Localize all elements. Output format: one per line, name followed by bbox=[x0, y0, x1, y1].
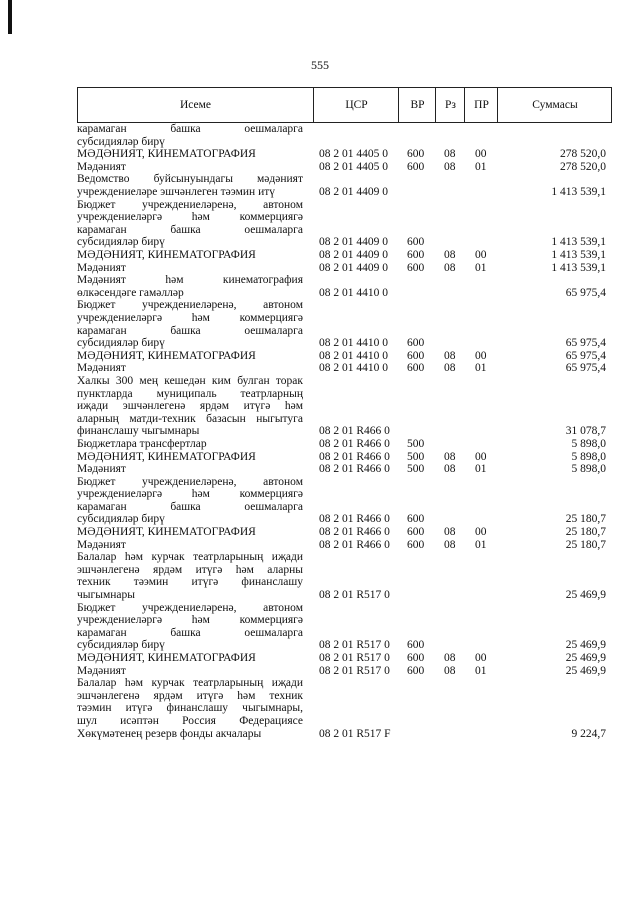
row-name bbox=[77, 148, 303, 161]
row-name-line: учреждениеләре эшчәнлеген тәэмин итү bbox=[77, 185, 276, 198]
row-sum: 1 413 539,1 bbox=[551, 236, 606, 249]
row-name-line: субсидияләр бирү bbox=[77, 236, 165, 249]
row-sum: 25 469,9 bbox=[565, 639, 606, 652]
row-name-line: Мәдәният bbox=[77, 463, 126, 476]
row-csr: 08 2 01 R517 0 bbox=[319, 639, 390, 652]
row-vr: 600 bbox=[407, 148, 425, 161]
row-csr: 08 2 01 4409 0 bbox=[319, 236, 388, 249]
row-sum: 25 180,7 bbox=[565, 538, 606, 551]
row-sum: 1 413 539,1 bbox=[551, 248, 606, 261]
row-vr: 500 bbox=[407, 463, 425, 476]
row-csr: 08 2 01 R466 0 bbox=[319, 526, 390, 539]
row-vr: 600 bbox=[407, 652, 425, 665]
row-csr: 08 2 01 R466 0 bbox=[319, 513, 390, 526]
table-row bbox=[77, 526, 612, 539]
row-rz: 08 bbox=[444, 450, 456, 463]
table-row bbox=[77, 652, 612, 665]
row-csr: 08 2 01 4409 0 bbox=[319, 185, 388, 198]
row-vr: 600 bbox=[407, 639, 425, 652]
table-row bbox=[77, 173, 612, 198]
row-name-line: субсидияләр бирү bbox=[77, 639, 165, 652]
row-pr: 01 bbox=[475, 261, 487, 274]
row-rz: 08 bbox=[444, 261, 456, 274]
row-sum: 25 469,9 bbox=[565, 589, 606, 602]
table-row bbox=[77, 161, 612, 174]
row-csr: 08 2 01 4410 0 bbox=[319, 349, 388, 362]
row-vr: 600 bbox=[407, 337, 425, 350]
table-row bbox=[77, 539, 612, 552]
row-name-line: финанслашу чыгымнары bbox=[77, 425, 200, 438]
row-sum: 5 898,0 bbox=[571, 463, 606, 476]
row-csr: 08 2 01 4410 0 bbox=[319, 337, 388, 350]
row-pr: 00 bbox=[475, 450, 487, 463]
row-name-line: карамаган башка оешмаларга bbox=[77, 223, 303, 236]
row-name-line: Бюджетлара трансфертлар bbox=[77, 437, 207, 450]
row-name-line: учреждениеләргә һәм коммерциягә bbox=[77, 311, 303, 324]
row-vr: 600 bbox=[407, 248, 425, 261]
row-rz: 08 bbox=[444, 463, 456, 476]
row-sum: 5 898,0 bbox=[571, 450, 606, 463]
table-row bbox=[77, 451, 612, 464]
row-name-line: эшчәнлегенә ярдәм итүгә һәм аларны bbox=[77, 563, 303, 576]
row-pr: 01 bbox=[475, 538, 487, 551]
table-row bbox=[77, 362, 612, 375]
row-name bbox=[77, 299, 303, 349]
row-rz: 08 bbox=[444, 160, 456, 173]
row-name-line: Бюджет учреждениеләренә, автоном bbox=[77, 299, 303, 312]
row-sum: 9 224,7 bbox=[571, 727, 606, 740]
row-name bbox=[77, 199, 303, 249]
row-name-line: МӘДӘНИЯТ, КИНЕМАТОГРАФИЯ bbox=[77, 652, 256, 665]
row-name bbox=[77, 161, 303, 174]
page-number: 555 bbox=[311, 58, 329, 72]
row-pr: 00 bbox=[475, 248, 487, 261]
row-name-line: өлкәсендәге гамәлләр bbox=[77, 286, 184, 299]
row-rz: 08 bbox=[444, 652, 456, 665]
table-row bbox=[77, 249, 612, 262]
row-csr: 08 2 01 R517 F bbox=[319, 727, 391, 740]
row-name-line: Балалар һәм курчак театрларының иҗади bbox=[77, 677, 303, 690]
row-sum: 1 413 539,1 bbox=[551, 185, 606, 198]
row-vr: 600 bbox=[407, 362, 425, 375]
row-sum: 31 078,7 bbox=[565, 425, 606, 438]
row-vr: 600 bbox=[407, 261, 425, 274]
table-row bbox=[77, 123, 612, 148]
row-pr: 00 bbox=[475, 526, 487, 539]
row-vr: 500 bbox=[407, 437, 425, 450]
row-name-line: Мәдәният bbox=[77, 261, 126, 274]
table-row bbox=[77, 551, 612, 601]
row-name-line: Мәдәният bbox=[77, 664, 126, 677]
row-pr: 00 bbox=[475, 652, 487, 665]
row-vr: 600 bbox=[407, 160, 425, 173]
table-row bbox=[77, 375, 612, 438]
table-header bbox=[77, 87, 612, 123]
row-name bbox=[77, 463, 303, 476]
row-sum: 25 469,9 bbox=[565, 652, 606, 665]
table-row bbox=[77, 148, 612, 161]
row-name-line: Ведомство буйсынуындагы мәдәният bbox=[77, 173, 303, 186]
row-vr: 600 bbox=[407, 513, 425, 526]
row-sum: 5 898,0 bbox=[571, 437, 606, 450]
table-row bbox=[77, 438, 612, 451]
table-row bbox=[77, 199, 612, 249]
row-name-line: Хөкүмәтенең резерв фонды акчалары bbox=[77, 727, 262, 740]
row-csr: 08 2 01 4409 0 bbox=[319, 261, 388, 274]
row-name-line: иҗади эшчәнлегенә ярдәм итүгә һәм bbox=[77, 400, 303, 413]
row-csr: 08 2 01 4410 0 bbox=[319, 362, 388, 375]
row-sum: 25 469,9 bbox=[565, 664, 606, 677]
table-row bbox=[77, 262, 612, 275]
row-vr: 600 bbox=[407, 349, 425, 362]
header-vr: ВР bbox=[398, 88, 436, 122]
row-name bbox=[77, 438, 303, 451]
row-csr: 08 2 01 R517 0 bbox=[319, 664, 390, 677]
table-row bbox=[77, 476, 612, 526]
row-name-line: пунктларда муниципаль театрларның bbox=[77, 387, 303, 400]
row-name-line: шул исәптән Россия Федерациясе bbox=[77, 715, 303, 728]
row-pr: 00 bbox=[475, 349, 487, 362]
row-sum: 1 413 539,1 bbox=[551, 261, 606, 274]
row-sum: 278 520,0 bbox=[560, 160, 606, 173]
row-name-line: субсидияләр бирү bbox=[77, 337, 165, 350]
row-name-line: МӘДӘНИЯТ, КИНЕМАТОГРАФИЯ bbox=[77, 148, 256, 161]
row-name-line: техник тәэмин итүгә финанслашу bbox=[77, 576, 303, 589]
row-sum: 65 975,4 bbox=[565, 362, 606, 375]
row-name bbox=[77, 274, 303, 299]
table-row bbox=[77, 665, 612, 678]
row-name-line: эшчәнлегенә ярдәм итүгә һәм техник bbox=[77, 689, 303, 702]
row-pr: 01 bbox=[475, 664, 487, 677]
row-name bbox=[77, 652, 303, 665]
row-vr: 500 bbox=[407, 450, 425, 463]
row-name-line: карамаган башка оешмаларга bbox=[77, 123, 303, 135]
row-name-line: чыгымнары bbox=[77, 589, 135, 602]
table-row bbox=[77, 463, 612, 476]
row-csr: 08 2 01 R517 0 bbox=[319, 652, 390, 665]
row-sum: 25 180,7 bbox=[565, 513, 606, 526]
row-name-line: Мәдәният bbox=[77, 538, 126, 551]
row-name-line: Бюджет учреждениеләренә, автоном bbox=[77, 601, 303, 614]
row-name bbox=[77, 362, 303, 375]
row-name-line: учреждениеләргә һәм коммерциягә bbox=[77, 614, 303, 627]
row-csr: 08 2 01 R466 0 bbox=[319, 450, 390, 463]
row-csr: 08 2 01 R466 0 bbox=[319, 437, 390, 450]
table-row bbox=[77, 274, 612, 299]
row-name bbox=[77, 526, 303, 539]
row-name bbox=[77, 262, 303, 275]
row-csr: 08 2 01 4405 0 bbox=[319, 148, 388, 161]
row-name-line: карамаган башка оешмаларга bbox=[77, 626, 303, 639]
row-name-line: аларның матди-техник базасын ныгытуга bbox=[77, 412, 303, 425]
row-name-line: Мәдәният bbox=[77, 160, 126, 173]
row-csr: 08 2 01 R466 0 bbox=[319, 425, 390, 438]
row-name bbox=[77, 123, 303, 148]
row-name bbox=[77, 539, 303, 552]
row-name bbox=[77, 350, 303, 363]
row-rz: 08 bbox=[444, 148, 456, 161]
row-rz: 08 bbox=[444, 362, 456, 375]
row-sum: 278 520,0 bbox=[560, 148, 606, 161]
header-name: Исеме bbox=[179, 99, 212, 111]
row-rz: 08 bbox=[444, 526, 456, 539]
row-name bbox=[77, 551, 303, 601]
row-name-line: Мәдәният bbox=[77, 362, 126, 375]
row-name-line: тәэмин итүгә финанслашу чыгымнары, bbox=[77, 702, 303, 715]
header-rz: Рз bbox=[435, 88, 465, 122]
row-pr: 00 bbox=[475, 148, 487, 161]
row-csr: 08 2 01 4405 0 bbox=[319, 160, 388, 173]
row-vr: 600 bbox=[407, 526, 425, 539]
row-sum: 65 975,4 bbox=[565, 349, 606, 362]
row-rz: 08 bbox=[444, 664, 456, 677]
row-name-line: субсидияләр бирү bbox=[77, 135, 165, 148]
header-pr: ПР bbox=[464, 88, 498, 122]
row-name-line: МӘДӘНИЯТ, КИНЕМАТОГРАФИЯ bbox=[77, 248, 256, 261]
header-csr: ЦСР bbox=[313, 88, 399, 122]
row-name-line: МӘДӘНИЯТ, КИНЕМАТОГРАФИЯ bbox=[77, 450, 256, 463]
row-name-line: субсидияләр бирү bbox=[77, 513, 165, 526]
table-row bbox=[77, 350, 612, 363]
row-csr: 08 2 01 R466 0 bbox=[319, 463, 390, 476]
row-name bbox=[77, 173, 303, 198]
row-name bbox=[77, 375, 303, 438]
row-rz: 08 bbox=[444, 538, 456, 551]
row-name-line: МӘДӘНИЯТ, КИНЕМАТОГРАФИЯ bbox=[77, 526, 256, 539]
row-pr: 01 bbox=[475, 160, 487, 173]
row-name bbox=[77, 665, 303, 678]
table-row bbox=[77, 299, 612, 349]
row-rz: 08 bbox=[444, 248, 456, 261]
row-vr: 600 bbox=[407, 664, 425, 677]
row-name-line: карамаган башка оешмаларга bbox=[77, 324, 303, 337]
row-name bbox=[77, 249, 303, 262]
row-vr: 600 bbox=[407, 236, 425, 249]
row-name-line: учреждениеләргә һәм коммерциягә bbox=[77, 211, 303, 224]
row-name bbox=[77, 476, 303, 526]
row-name bbox=[77, 451, 303, 464]
header-sum: Суммасы bbox=[497, 88, 612, 122]
table-body bbox=[77, 123, 612, 740]
row-vr: 600 bbox=[407, 538, 425, 551]
row-csr: 08 2 01 R517 0 bbox=[319, 589, 390, 602]
row-name-line: учреждениеләргә һәм коммерциягә bbox=[77, 488, 303, 501]
row-name-line: Бюджет учреждениеләренә, автоном bbox=[77, 475, 303, 488]
row-name-line: Мәдәният һәм кинематография bbox=[77, 274, 303, 287]
row-rz: 08 bbox=[444, 349, 456, 362]
row-csr: 08 2 01 R466 0 bbox=[319, 538, 390, 551]
row-pr: 01 bbox=[475, 362, 487, 375]
row-name bbox=[77, 602, 303, 652]
row-csr: 08 2 01 4409 0 bbox=[319, 248, 388, 261]
margin-mark bbox=[8, 0, 12, 34]
row-pr: 01 bbox=[475, 463, 487, 476]
table-row bbox=[77, 677, 612, 740]
row-sum: 65 975,4 bbox=[565, 337, 606, 350]
row-name-line: Халкы 300 мең кешедән ким булган торак bbox=[77, 374, 303, 387]
row-name-line: Балалар һәм курчак театрларының иҗади bbox=[77, 551, 303, 564]
row-name-line: Бюджет учреждениеләренә, автоном bbox=[77, 198, 303, 211]
budget-table bbox=[77, 87, 612, 740]
row-sum: 25 180,7 bbox=[565, 526, 606, 539]
row-name-line: МӘДӘНИЯТ, КИНЕМАТОГРАФИЯ bbox=[77, 349, 256, 362]
row-csr: 08 2 01 4410 0 bbox=[319, 286, 388, 299]
table-row bbox=[77, 602, 612, 652]
row-name bbox=[77, 677, 303, 740]
row-name-line: карамаган башка оешмаларга bbox=[77, 500, 303, 513]
row-sum: 65 975,4 bbox=[565, 286, 606, 299]
